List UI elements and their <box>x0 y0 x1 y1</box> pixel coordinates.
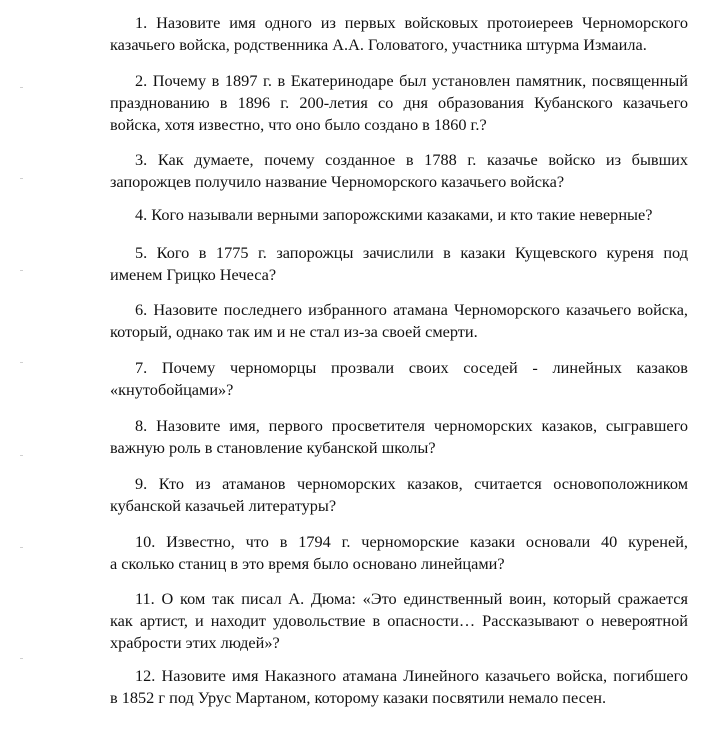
margin-mark <box>20 658 23 659</box>
question-line: а сколько станиц в это время было основано линейцами? <box>110 554 505 573</box>
margin-mark <box>20 178 23 179</box>
question-line: 11. О ком так писал А. Дюма: «Это единственный воин, который сражается <box>135 589 688 608</box>
question-line: 10. Известно, что в 1794 г. черноморские казаки основали 40 куреней, <box>135 532 688 551</box>
margin-mark <box>20 87 23 88</box>
question-line: кубанской казачьей литературы? <box>110 496 337 515</box>
question-line: празднованию в 1896 г. 200-летия со дня образования Кубанского казачьего <box>110 93 688 112</box>
question-7 <box>110 357 688 401</box>
question-line: войска, хотя известно, что оно было создано в 1860 г.? <box>110 115 487 134</box>
question-3 <box>110 149 688 193</box>
question-line: именем Грицко Нечеса? <box>110 265 277 284</box>
margin-mark <box>20 455 23 456</box>
question-line: 8. Назовите имя, первого просветителя черноморских казаков, сыгравшего <box>135 416 688 435</box>
question-5 <box>110 242 688 286</box>
question-8 <box>110 415 688 459</box>
question-6 <box>110 299 688 343</box>
question-12 <box>110 665 688 709</box>
question-line: 1. Назовите имя одного из первых войсковых протоиереев Черноморского <box>135 13 688 32</box>
question-9 <box>110 473 688 517</box>
question-line: казачьего войска, родственника А.А. Головатого, участника штурма Измаила. <box>110 35 647 54</box>
question-2 <box>110 70 688 136</box>
question-line: 2. Почему в 1897 г. в Екатеринодаре был установлен памятник, посвященный <box>135 71 688 90</box>
margin-mark <box>20 362 23 363</box>
question-line: храбрости этих людей»? <box>110 633 280 652</box>
question-line: в 1852 г под Урус Мартаном, которому казаки посвятили немало песен. <box>110 688 607 707</box>
question-line: 5. Кого в 1775 г. запорожцы зачислили в казаки Кущевского куреня под <box>135 243 688 262</box>
question-line: 7. Почему черноморцы прозвали своих соседей - линейных казаков <box>135 358 688 377</box>
question-line: 9. Кто из атаманов черноморских казаков, считается основоположником <box>135 474 688 493</box>
margin-mark <box>20 270 23 271</box>
question-line: 6. Назовите последнего избранного атамана Черноморского казачьего войска, <box>135 300 688 319</box>
question-line: 12. Назовите имя Наказного атамана Линейного казачьего войска, погибшего <box>135 666 688 685</box>
question-11 <box>110 588 688 654</box>
question-line: важную роль в становление кубанской школы? <box>110 438 436 457</box>
question-line: 3. Как думаете, почему созданное в 1788 г. казачье войско из бывших <box>135 150 688 169</box>
question-4 <box>110 204 688 226</box>
question-line: который, однако так им и не стал из-за своей смерти. <box>110 322 478 341</box>
margin-mark <box>20 547 23 548</box>
question-line: 4. Кого называли верными запорожскими казаками, и кто такие неверные? <box>135 205 653 224</box>
question-10 <box>110 531 688 575</box>
question-line: как артист, и находит удовольствие в опасности… Рассказывают о невероятной <box>110 611 688 630</box>
question-line: «кнутобойцами»? <box>110 380 234 399</box>
question-line: запорожцев получило название Черноморского казачьего войска? <box>110 172 565 191</box>
question-1 <box>110 12 688 56</box>
